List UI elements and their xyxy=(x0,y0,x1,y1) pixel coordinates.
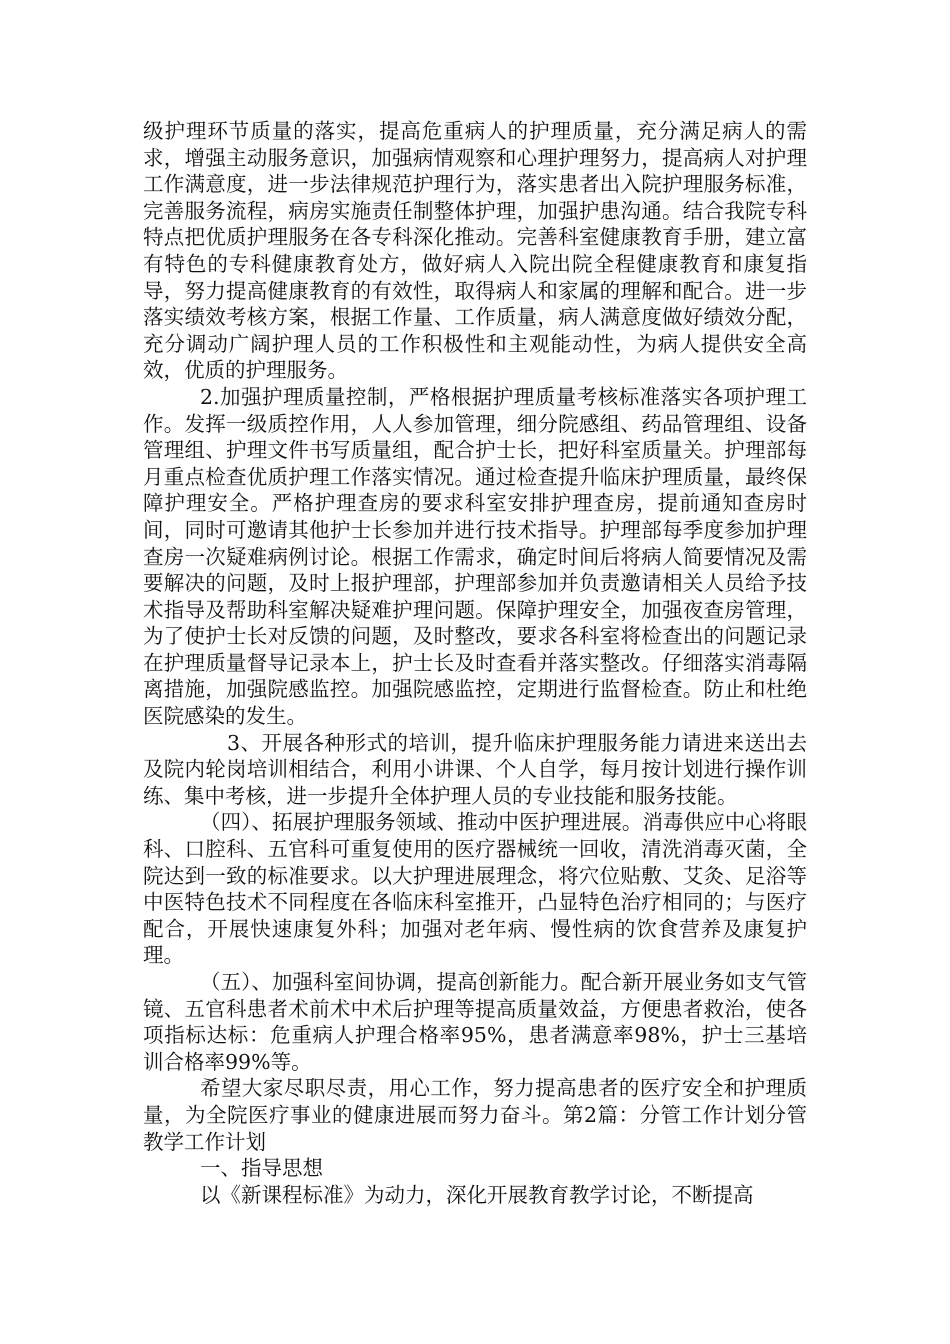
body-paragraph-5: （五）、加强科室间协调，提高创新能力。配合新开展业务如支气管镜、五官科患者术前术中术后护理等提高质量效益，方便患者救治，使各项指标达标：危重病人护理合格率95%，患者满意率98%，护士三基培训合格率99%等。 xyxy=(143,970,807,1074)
body-paragraph-7: 以《新课程标准》为动力，深化开展教育教学讨论，不断提高 xyxy=(200,1182,754,1207)
document-page xyxy=(143,118,807,1208)
body-paragraph-4: （四）、拓展护理服务领域、推动中医护理进展。消毒供应中心将眼科、口腔科、五官科可重复使用的医疗器械统一回收，清洗消毒灭菌，全院达到一致的标准要求。以大护理进展理念，将穴位贴敷、艾灸、足浴等中医特色技术不同程度在各临床科室推开，凸显特色治疗相同的；与医疗配合，开展快速康复外科；加强对老年病、慢性病的饮食营养及康复护理。 xyxy=(143,810,807,968)
section-heading: 一、指导思想 xyxy=(200,1156,323,1181)
body-paragraph-6: 希望大家尽职尽责，用心工作，努力提高患者的医疗安全和护理质量，为全院医疗事业的健康进展而努力奋斗。第2篇：分管工作计划分管教学工作计划 xyxy=(143,1076,807,1154)
body-paragraph-2: 2.加强护理质量控制，严格根据护理质量考核标准落实各项护理工作。发挥一级质控作用，人人参加管理，细分院感组、药品管理组、设备管理组、护理文件书写质量组，配合护士长，把好科室质量关。护理部每月重点检查优质护理工作落实情况。通过检查提升临床护理质量，最终保障护理安全。严格护理查房的要求科室安排护理查房，提前通知查房时间，同时可邀请其他护士长参加并进行技术指导。护理部每季度参加护理查房一次疑难病例讨论。根据工作需求，确定时间后将病人简要情况及需要解决的问题，及时上报护理部，护理部参加并负责邀请相关人员给予技术指导及帮助科室解决疑难护理问题。保障护理安全，加强夜查房管理，为了使护士长对反馈的问题，及时整改，要求各科室将检查出的问题记录在护理质量督导记录本上，护士长及时查看并落实整改。仔细落实消毒隔离措施，加强院感监控。加强院感监控，定期进行监督检查。防止和杜绝医院感染的发生。 xyxy=(143,384,807,729)
body-paragraph-1: 级护理环节质量的落实，提高危重病人的护理质量，充分满足病人的需求，增强主动服务意识，加强病情观察和心理护理努力，提高病人对护理工作满意度，进一步法律规范护理行为，落实患者出入院护理服务标准，完善服务流程，病房实施责任制整体护理，加强护患沟通。结合我院专科特点把优质护理服务在各专科深化推动。完善科室健康教育手册，建立富有特色的专科健康教育处方，做好病人入院出院全程健康教育和康复指导，努力提高健康教育的有效性，取得病人和家属的理解和配合。进一步落实绩效考核方案，根据工作量、工作质量，病人满意度做好绩效分配，充分调动广阔护理人员的工作积极性和主观能动性，为病人提供安全高效，优质的护理服务。 xyxy=(143,119,807,383)
body-paragraph-3: 3、开展各种形式的培训，提升临床护理服务能力请进来送出去及院内轮岗培训相结合，利用小讲课、个人自学，每月按计划进行操作训练、集中考核，进一步提升全体护理人员的专业技能和服务技能。 xyxy=(143,730,807,808)
